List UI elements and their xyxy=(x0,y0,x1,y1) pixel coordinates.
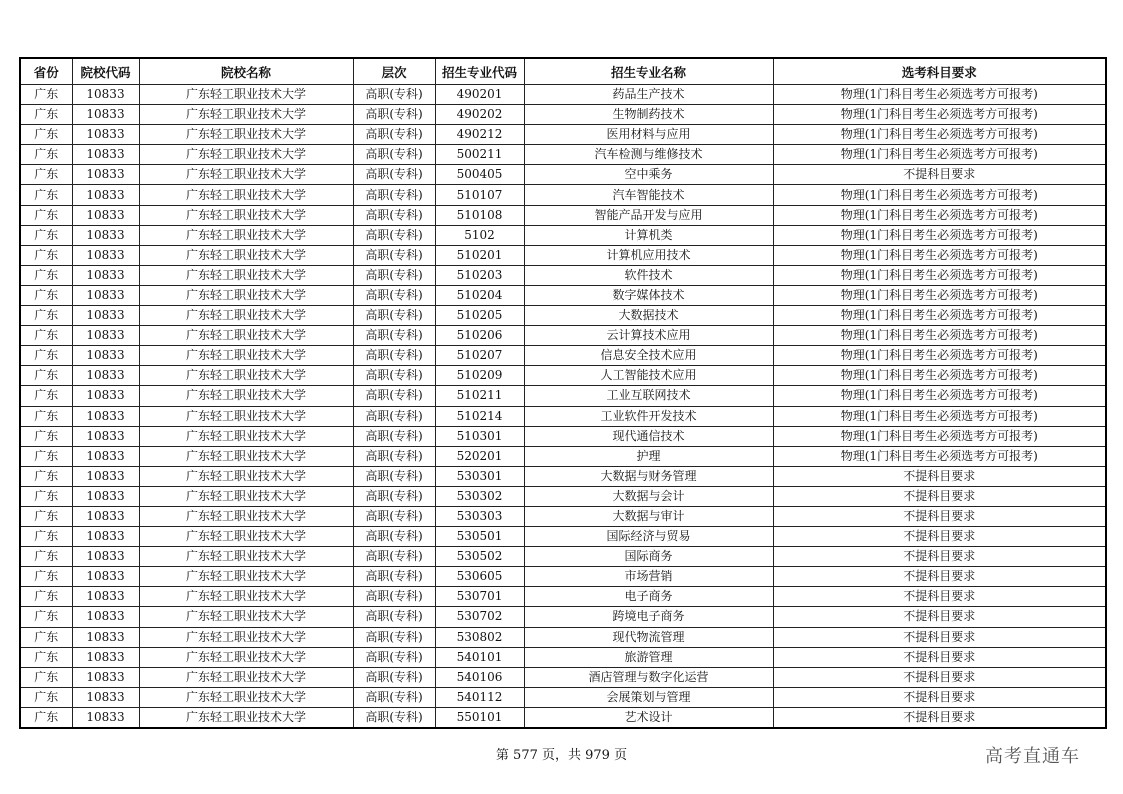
cell-province: 广东 xyxy=(20,125,72,145)
cell-subject-requirement: 不提科目要求 xyxy=(773,687,1106,707)
cell-province: 广东 xyxy=(20,466,72,486)
cell-major-code: 490202 xyxy=(435,105,524,125)
table-row xyxy=(20,185,1106,205)
header-major-name: 招生专业名称 xyxy=(524,58,773,85)
cell-subject-requirement: 物理(1门科目考生必须选考方可报考) xyxy=(773,185,1106,205)
cell-school-code: 10833 xyxy=(72,486,139,506)
cell-major-code: 510203 xyxy=(435,265,524,285)
cell-subject-requirement: 不提科目要求 xyxy=(773,587,1106,607)
cell-school-name: 广东轻工职业技术大学 xyxy=(139,486,353,506)
cell-school-name: 广东轻工职业技术大学 xyxy=(139,285,353,305)
cell-school-code: 10833 xyxy=(72,667,139,687)
cell-school-name: 广东轻工职业技术大学 xyxy=(139,225,353,245)
cell-school-code: 10833 xyxy=(72,366,139,386)
cell-subject-requirement: 不提科目要求 xyxy=(773,527,1106,547)
cell-province: 广东 xyxy=(20,326,72,346)
cell-subject-requirement: 物理(1门科目考生必须选考方可报考) xyxy=(773,125,1106,145)
cell-major-code: 550101 xyxy=(435,707,524,728)
cell-major-name: 工业软件开发技术 xyxy=(524,406,773,426)
cell-major-name: 现代通信技术 xyxy=(524,426,773,446)
table-row xyxy=(20,627,1106,647)
cell-school-name: 广东轻工职业技术大学 xyxy=(139,165,353,185)
cell-school-code: 10833 xyxy=(72,647,139,667)
cell-major-code: 530302 xyxy=(435,486,524,506)
cell-level: 高职(专科) xyxy=(353,667,435,687)
admissions-table-wrapper xyxy=(19,57,1105,729)
cell-major-code: 500211 xyxy=(435,145,524,165)
cell-school-code: 10833 xyxy=(72,265,139,285)
cell-school-code: 10833 xyxy=(72,306,139,326)
cell-level: 高职(专科) xyxy=(353,185,435,205)
cell-subject-requirement: 不提科目要求 xyxy=(773,506,1106,526)
cell-school-code: 10833 xyxy=(72,627,139,647)
cell-level: 高职(专科) xyxy=(353,326,435,346)
admissions-table xyxy=(19,57,1107,729)
cell-school-code: 10833 xyxy=(72,165,139,185)
cell-subject-requirement: 物理(1门科目考生必须选考方可报考) xyxy=(773,145,1106,165)
cell-school-code: 10833 xyxy=(72,85,139,105)
table-row xyxy=(20,667,1106,687)
cell-major-name: 大数据与审计 xyxy=(524,506,773,526)
header-major-code: 招生专业代码 xyxy=(435,58,524,85)
cell-school-name: 广东轻工职业技术大学 xyxy=(139,366,353,386)
cell-major-name: 市场营销 xyxy=(524,567,773,587)
cell-province: 广东 xyxy=(20,306,72,326)
cell-level: 高职(专科) xyxy=(353,607,435,627)
table-header-row xyxy=(20,58,1106,85)
cell-major-name: 大数据技术 xyxy=(524,306,773,326)
cell-province: 广东 xyxy=(20,225,72,245)
cell-major-name: 会展策划与管理 xyxy=(524,687,773,707)
cell-subject-requirement: 不提科目要求 xyxy=(773,165,1106,185)
cell-province: 广东 xyxy=(20,426,72,446)
cell-major-code: 530605 xyxy=(435,567,524,587)
cell-major-code: 500405 xyxy=(435,165,524,185)
cell-school-name: 广东轻工职业技术大学 xyxy=(139,245,353,265)
header-province: 省份 xyxy=(20,58,72,85)
cell-major-code: 510206 xyxy=(435,326,524,346)
cell-level: 高职(专科) xyxy=(353,205,435,225)
cell-subject-requirement: 物理(1门科目考生必须选考方可报考) xyxy=(773,105,1106,125)
cell-major-code: 530701 xyxy=(435,587,524,607)
cell-major-code: 510211 xyxy=(435,386,524,406)
table-row xyxy=(20,306,1106,326)
cell-subject-requirement: 不提科目要求 xyxy=(773,486,1106,506)
cell-school-name: 广东轻工职业技术大学 xyxy=(139,607,353,627)
cell-school-name: 广东轻工职业技术大学 xyxy=(139,85,353,105)
table-row xyxy=(20,105,1106,125)
cell-subject-requirement: 不提科目要求 xyxy=(773,627,1106,647)
cell-major-code: 5102 xyxy=(435,225,524,245)
cell-major-name: 电子商务 xyxy=(524,587,773,607)
cell-major-name: 生物制药技术 xyxy=(524,105,773,125)
table-row xyxy=(20,486,1106,506)
cell-school-name: 广东轻工职业技术大学 xyxy=(139,687,353,707)
cell-subject-requirement: 物理(1门科目考生必须选考方可报考) xyxy=(773,85,1106,105)
cell-level: 高职(专科) xyxy=(353,85,435,105)
table-row xyxy=(20,145,1106,165)
cell-major-name: 护理 xyxy=(524,446,773,466)
cell-subject-requirement: 物理(1门科目考生必须选考方可报考) xyxy=(773,346,1106,366)
cell-school-name: 广东轻工职业技术大学 xyxy=(139,386,353,406)
cell-level: 高职(专科) xyxy=(353,627,435,647)
cell-province: 广东 xyxy=(20,285,72,305)
cell-province: 广东 xyxy=(20,245,72,265)
cell-major-name: 数字媒体技术 xyxy=(524,285,773,305)
cell-level: 高职(专科) xyxy=(353,285,435,305)
cell-level: 高职(专科) xyxy=(353,165,435,185)
cell-level: 高职(专科) xyxy=(353,446,435,466)
cell-province: 广东 xyxy=(20,506,72,526)
cell-school-name: 广东轻工职业技术大学 xyxy=(139,406,353,426)
cell-province: 广东 xyxy=(20,145,72,165)
cell-province: 广东 xyxy=(20,105,72,125)
cell-major-name: 人工智能技术应用 xyxy=(524,366,773,386)
cell-subject-requirement: 物理(1门科目考生必须选考方可报考) xyxy=(773,406,1106,426)
cell-level: 高职(专科) xyxy=(353,506,435,526)
cell-level: 高职(专科) xyxy=(353,426,435,446)
cell-school-code: 10833 xyxy=(72,105,139,125)
cell-major-code: 510108 xyxy=(435,205,524,225)
cell-major-name: 跨境电子商务 xyxy=(524,607,773,627)
cell-school-code: 10833 xyxy=(72,466,139,486)
cell-subject-requirement: 物理(1门科目考生必须选考方可报考) xyxy=(773,265,1106,285)
cell-subject-requirement: 物理(1门科目考生必须选考方可报考) xyxy=(773,205,1106,225)
table-row xyxy=(20,446,1106,466)
cell-major-code: 510107 xyxy=(435,185,524,205)
cell-school-name: 广东轻工职业技术大学 xyxy=(139,466,353,486)
cell-major-code: 510205 xyxy=(435,306,524,326)
cell-subject-requirement: 物理(1门科目考生必须选考方可报考) xyxy=(773,366,1106,386)
cell-major-name: 计算机类 xyxy=(524,225,773,245)
cell-school-code: 10833 xyxy=(72,506,139,526)
cell-level: 高职(专科) xyxy=(353,225,435,245)
cell-level: 高职(专科) xyxy=(353,125,435,145)
cell-subject-requirement: 物理(1门科目考生必须选考方可报考) xyxy=(773,326,1106,346)
table-row xyxy=(20,225,1106,245)
cell-school-name: 广东轻工职业技术大学 xyxy=(139,265,353,285)
cell-school-name: 广东轻工职业技术大学 xyxy=(139,506,353,526)
cell-province: 广东 xyxy=(20,607,72,627)
cell-subject-requirement: 物理(1门科目考生必须选考方可报考) xyxy=(773,306,1106,326)
table-row xyxy=(20,506,1106,526)
cell-subject-requirement: 物理(1门科目考生必须选考方可报考) xyxy=(773,285,1106,305)
cell-major-code: 530501 xyxy=(435,527,524,547)
cell-province: 广东 xyxy=(20,567,72,587)
cell-school-name: 广东轻工职业技术大学 xyxy=(139,145,353,165)
cell-major-code: 540112 xyxy=(435,687,524,707)
cell-major-name: 现代物流管理 xyxy=(524,627,773,647)
cell-school-name: 广东轻工职业技术大学 xyxy=(139,547,353,567)
cell-level: 高职(专科) xyxy=(353,346,435,366)
cell-subject-requirement: 不提科目要求 xyxy=(773,567,1106,587)
table-row xyxy=(20,326,1106,346)
cell-major-code: 530802 xyxy=(435,627,524,647)
cell-level: 高职(专科) xyxy=(353,527,435,547)
table-row xyxy=(20,567,1106,587)
cell-level: 高职(专科) xyxy=(353,366,435,386)
cell-major-name: 汽车智能技术 xyxy=(524,185,773,205)
table-row xyxy=(20,265,1106,285)
cell-level: 高职(专科) xyxy=(353,647,435,667)
cell-subject-requirement: 物理(1门科目考生必须选考方可报考) xyxy=(773,386,1106,406)
cell-level: 高职(专科) xyxy=(353,687,435,707)
cell-province: 广东 xyxy=(20,265,72,285)
cell-school-name: 广东轻工职业技术大学 xyxy=(139,125,353,145)
cell-major-code: 510209 xyxy=(435,366,524,386)
cell-major-name: 医用材料与应用 xyxy=(524,125,773,145)
cell-major-code: 530502 xyxy=(435,547,524,567)
cell-subject-requirement: 不提科目要求 xyxy=(773,647,1106,667)
cell-major-name: 艺术设计 xyxy=(524,707,773,728)
cell-school-name: 广东轻工职业技术大学 xyxy=(139,667,353,687)
cell-major-code: 510204 xyxy=(435,285,524,305)
cell-school-code: 10833 xyxy=(72,547,139,567)
cell-school-name: 广东轻工职业技术大学 xyxy=(139,627,353,647)
cell-major-code: 530301 xyxy=(435,466,524,486)
cell-major-name: 计算机应用技术 xyxy=(524,245,773,265)
table-row xyxy=(20,165,1106,185)
cell-province: 广东 xyxy=(20,85,72,105)
header-subject-requirement: 选考科目要求 xyxy=(773,58,1106,85)
cell-major-code: 490212 xyxy=(435,125,524,145)
cell-major-name: 信息安全技术应用 xyxy=(524,346,773,366)
cell-school-name: 广东轻工职业技术大学 xyxy=(139,647,353,667)
cell-province: 广东 xyxy=(20,346,72,366)
cell-major-name: 软件技术 xyxy=(524,265,773,285)
cell-province: 广东 xyxy=(20,527,72,547)
cell-major-name: 国际经济与贸易 xyxy=(524,527,773,547)
cell-province: 广东 xyxy=(20,165,72,185)
cell-level: 高职(专科) xyxy=(353,547,435,567)
cell-subject-requirement: 不提科目要求 xyxy=(773,466,1106,486)
cell-level: 高职(专科) xyxy=(353,386,435,406)
cell-school-name: 广东轻工职业技术大学 xyxy=(139,587,353,607)
cell-province: 广东 xyxy=(20,185,72,205)
cell-major-name: 旅游管理 xyxy=(524,647,773,667)
cell-major-code: 510207 xyxy=(435,346,524,366)
table-row xyxy=(20,366,1106,386)
cell-school-code: 10833 xyxy=(72,426,139,446)
cell-school-name: 广东轻工职业技术大学 xyxy=(139,326,353,346)
cell-school-code: 10833 xyxy=(72,205,139,225)
cell-level: 高职(专科) xyxy=(353,486,435,506)
table-row xyxy=(20,426,1106,446)
table-row xyxy=(20,547,1106,567)
cell-level: 高职(专科) xyxy=(353,265,435,285)
cell-province: 广东 xyxy=(20,687,72,707)
cell-subject-requirement: 不提科目要求 xyxy=(773,547,1106,567)
cell-province: 广东 xyxy=(20,205,72,225)
cell-school-name: 广东轻工职业技术大学 xyxy=(139,567,353,587)
cell-subject-requirement: 物理(1门科目考生必须选考方可报考) xyxy=(773,225,1106,245)
cell-major-code: 540101 xyxy=(435,647,524,667)
table-body xyxy=(20,85,1106,729)
cell-school-name: 广东轻工职业技术大学 xyxy=(139,707,353,728)
cell-major-code: 510214 xyxy=(435,406,524,426)
cell-major-code: 530702 xyxy=(435,607,524,627)
table-row xyxy=(20,587,1106,607)
cell-school-name: 广东轻工职业技术大学 xyxy=(139,205,353,225)
cell-major-name: 国际商务 xyxy=(524,547,773,567)
table-row xyxy=(20,245,1106,265)
table-row xyxy=(20,527,1106,547)
cell-major-name: 云计算技术应用 xyxy=(524,326,773,346)
cell-school-name: 广东轻工职业技术大学 xyxy=(139,446,353,466)
cell-school-code: 10833 xyxy=(72,125,139,145)
cell-major-name: 空中乘务 xyxy=(524,165,773,185)
cell-school-code: 10833 xyxy=(72,587,139,607)
cell-major-name: 大数据与会计 xyxy=(524,486,773,506)
cell-major-code: 540106 xyxy=(435,667,524,687)
cell-school-name: 广东轻工职业技术大学 xyxy=(139,527,353,547)
cell-level: 高职(专科) xyxy=(353,145,435,165)
cell-subject-requirement: 物理(1门科目考生必须选考方可报考) xyxy=(773,245,1106,265)
cell-level: 高职(专科) xyxy=(353,306,435,326)
header-school-name: 院校名称 xyxy=(139,58,353,85)
table-row xyxy=(20,466,1106,486)
cell-subject-requirement: 物理(1门科目考生必须选考方可报考) xyxy=(773,426,1106,446)
cell-school-code: 10833 xyxy=(72,185,139,205)
cell-province: 广东 xyxy=(20,406,72,426)
cell-school-code: 10833 xyxy=(72,446,139,466)
cell-major-code: 490201 xyxy=(435,85,524,105)
cell-province: 广东 xyxy=(20,587,72,607)
cell-school-code: 10833 xyxy=(72,687,139,707)
cell-school-code: 10833 xyxy=(72,607,139,627)
table-row xyxy=(20,406,1106,426)
cell-level: 高职(专科) xyxy=(353,587,435,607)
cell-province: 广东 xyxy=(20,446,72,466)
table-row xyxy=(20,647,1106,667)
cell-province: 广东 xyxy=(20,627,72,647)
cell-province: 广东 xyxy=(20,647,72,667)
cell-province: 广东 xyxy=(20,386,72,406)
cell-level: 高职(专科) xyxy=(353,466,435,486)
cell-level: 高职(专科) xyxy=(353,245,435,265)
cell-school-code: 10833 xyxy=(72,285,139,305)
watermark: 高考直通车 xyxy=(985,746,1080,767)
cell-province: 广东 xyxy=(20,667,72,687)
cell-school-code: 10833 xyxy=(72,707,139,728)
table-row xyxy=(20,285,1106,305)
cell-school-name: 广东轻工职业技术大学 xyxy=(139,346,353,366)
cell-subject-requirement: 物理(1门科目考生必须选考方可报考) xyxy=(773,446,1106,466)
table-row xyxy=(20,346,1106,366)
cell-school-code: 10833 xyxy=(72,225,139,245)
cell-major-code: 510201 xyxy=(435,245,524,265)
table-row xyxy=(20,125,1106,145)
cell-major-code: 530303 xyxy=(435,506,524,526)
cell-major-code: 520201 xyxy=(435,446,524,466)
cell-major-name: 酒店管理与数字化运营 xyxy=(524,667,773,687)
header-level: 层次 xyxy=(353,58,435,85)
cell-school-code: 10833 xyxy=(72,406,139,426)
cell-school-name: 广东轻工职业技术大学 xyxy=(139,426,353,446)
table-row xyxy=(20,707,1106,728)
cell-school-code: 10833 xyxy=(72,527,139,547)
cell-school-code: 10833 xyxy=(72,346,139,366)
cell-school-name: 广东轻工职业技术大学 xyxy=(139,306,353,326)
cell-major-name: 智能产品开发与应用 xyxy=(524,205,773,225)
cell-major-name: 汽车检测与维修技术 xyxy=(524,145,773,165)
cell-subject-requirement: 不提科目要求 xyxy=(773,667,1106,687)
cell-major-code: 510301 xyxy=(435,426,524,446)
page-number: 第 577 页，共 979 页 xyxy=(495,748,628,763)
table-row xyxy=(20,687,1106,707)
cell-subject-requirement: 不提科目要求 xyxy=(773,607,1106,627)
table-row xyxy=(20,205,1106,225)
cell-level: 高职(专科) xyxy=(353,707,435,728)
cell-province: 广东 xyxy=(20,486,72,506)
cell-school-name: 广东轻工职业技术大学 xyxy=(139,185,353,205)
header-school-code: 院校代码 xyxy=(72,58,139,85)
cell-province: 广东 xyxy=(20,366,72,386)
cell-school-code: 10833 xyxy=(72,567,139,587)
cell-school-code: 10833 xyxy=(72,145,139,165)
cell-school-code: 10833 xyxy=(72,326,139,346)
table-row xyxy=(20,85,1106,105)
cell-subject-requirement: 不提科目要求 xyxy=(773,707,1106,728)
cell-level: 高职(专科) xyxy=(353,406,435,426)
table-row xyxy=(20,607,1106,627)
cell-province: 广东 xyxy=(20,547,72,567)
table-row xyxy=(20,386,1106,406)
cell-level: 高职(专科) xyxy=(353,105,435,125)
cell-major-name: 工业互联网技术 xyxy=(524,386,773,406)
cell-major-name: 大数据与财务管理 xyxy=(524,466,773,486)
cell-school-code: 10833 xyxy=(72,386,139,406)
cell-school-code: 10833 xyxy=(72,245,139,265)
cell-province: 广东 xyxy=(20,707,72,728)
cell-major-name: 药品生产技术 xyxy=(524,85,773,105)
cell-level: 高职(专科) xyxy=(353,567,435,587)
cell-school-name: 广东轻工职业技术大学 xyxy=(139,105,353,125)
